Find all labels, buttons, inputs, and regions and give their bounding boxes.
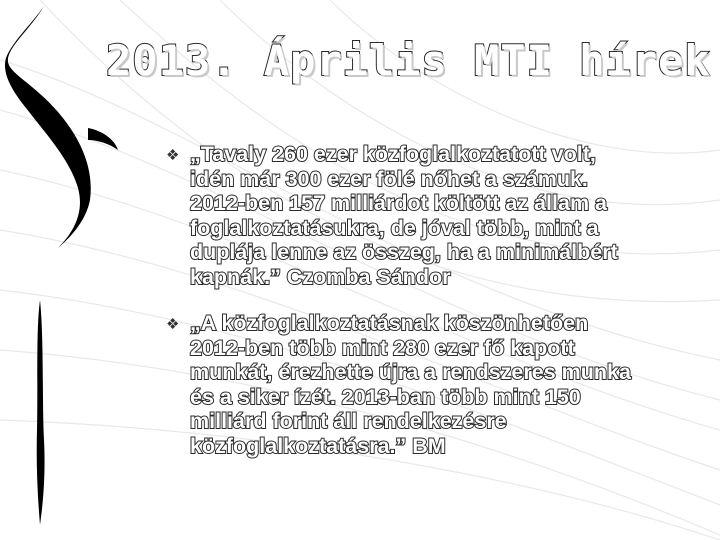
calligraphy-flourish [5,6,118,525]
flourish-tail [37,300,45,525]
bullet-text-1: „Tavaly 260 ezer közfoglalkoztatott volt, idén már 300 ezer fölé nőhet a számuk. 2012-ben 157 milliárdot költött az állam a foglalkoztatásukra, de jóval több, mint a duplája lenne az összeg, ha a minimálbért kapnák.” Czomba Sándor [190,142,618,289]
bullet-item-1 [166,142,636,289]
diamond-bullet-icon: ❖ [166,147,180,164]
bullet-list [166,142,636,480]
flourish-hook [88,128,118,150]
slide-title: 2013. Április MTI hírek [106,36,711,85]
diamond-bullet-icon: ❖ [166,316,180,333]
bullet-text-2: „A közfoglalkoztatásnak köszönhetően 2012-ben több mint 280 ezer fő kapott munkát, érezhette újra a rendszeres munka és a siker ízét. 2013-ban több mint 150 milliárd forint áll rendelkezésre közfoglalkoztatásra.” BM [190,311,631,458]
flourish-stroke-main [5,6,91,248]
bullet-item-2 [166,311,636,458]
